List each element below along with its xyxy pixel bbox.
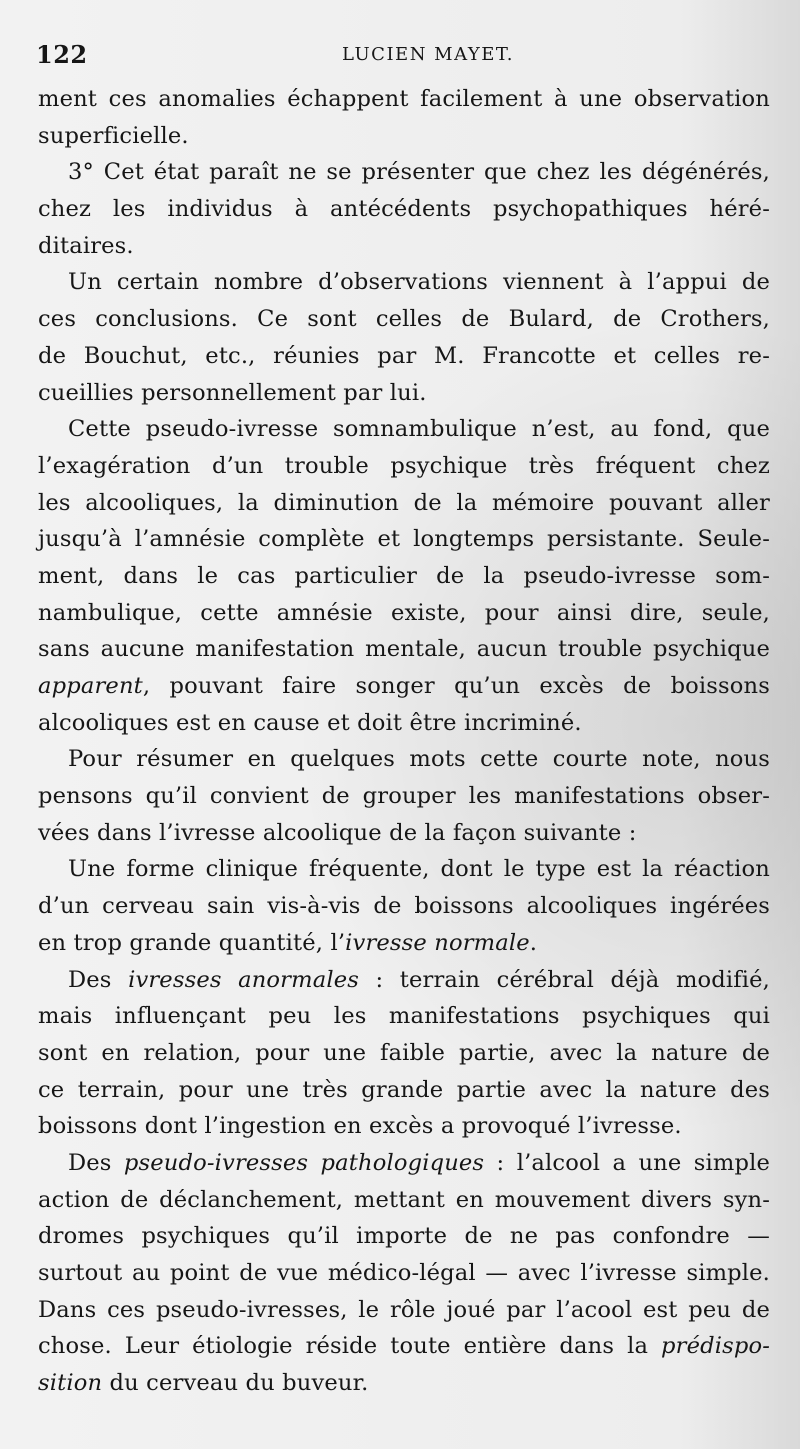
text-line: ces conclusions. Ce sont celles de Bulard, de Crothers, <box>38 306 770 333</box>
text-line: de Bouchut, etc., réunies par M. Francotte et celles re- <box>38 342 770 369</box>
text-line: l’exagération d’un trouble psychique très fréquent chez <box>38 452 770 479</box>
page-header <box>36 40 760 74</box>
text-line: Dans ces pseudo-ivresses, le rôle joué par l’acool est peu de <box>38 1296 770 1323</box>
text-line: sont en relation, pour une faible partie, avec la nature de <box>38 1039 770 1066</box>
text-line: les alcooliques, la diminution de la mémoire pouvant aller <box>38 489 770 516</box>
text-line: sans aucune manifestation mentale, aucun trouble psychique <box>38 636 770 663</box>
running-head: LUCIEN MAYET. <box>342 44 514 65</box>
text-line: vées dans l’ivresse alcoolique de la façon suivante : <box>38 819 637 846</box>
text-line: ce terrain, pour une très grande partie avec la nature des <box>38 1076 770 1103</box>
text-line: nambulique, cette amnésie existe, pour ainsi dire, seule, <box>38 599 770 626</box>
text-line: jusqu’à l’amnésie complète et longtemps persistante. Seule- <box>38 526 770 553</box>
text-line: en trop grande quantité, l’ivresse normale. <box>38 929 538 956</box>
text-line: pensons qu’il convient de grouper les manifestations obser- <box>38 783 770 810</box>
page-number: 122 <box>36 40 88 69</box>
text-line: boissons dont l’ingestion en excès a provoqué l’ivresse. <box>38 1113 682 1140</box>
text-line: ditaires. <box>38 232 134 259</box>
text-line: Des pseudo-ivresses pathologiques : l’alcool a une simple <box>68 1149 770 1176</box>
text-line: mais influençant peu les manifestations psychiques qui <box>38 1003 770 1030</box>
text-line: 3° Cet état paraît ne se présenter que chez les dégénérés, <box>68 159 770 186</box>
text-line: chez les individus à antécédents psychopathiques héré- <box>38 196 770 223</box>
text-line: Cette pseudo-ivresse somnambulique n’est, au fond, que <box>68 416 770 443</box>
text-line: apparent, pouvant faire songer qu’un excès de boissons <box>38 673 770 699</box>
text-line: dromes psychiques qu’il importe de ne pas confondre — <box>38 1223 770 1250</box>
text-line: chose. Leur étiologie réside toute entière dans la prédispo- <box>38 1333 770 1360</box>
text-line: d’un cerveau sain vis-à-vis de boissons alcooliques ingérées <box>38 893 770 920</box>
text-line: alcooliques est en cause et doit être incriminé. <box>38 709 582 736</box>
text-line: ment ces anomalies échappent facilement à une observation <box>38 86 770 112</box>
text-line: Un certain nombre d’observations viennent à l’appui de <box>68 269 770 296</box>
text-line: surtout au point de vue médico-légal — avec l’ivresse simple. <box>38 1260 770 1286</box>
text-line: sition du cerveau du buveur. <box>38 1370 369 1397</box>
text-line: Des ivresses anormales : terrain cérébral déjà modifié, <box>68 966 770 993</box>
text-line: ment, dans le cas particulier de la pseudo-ivresse som- <box>38 562 770 589</box>
text-line: cueillies personnellement par lui. <box>38 379 427 406</box>
text-line: action de déclanchement, mettant en mouvement divers syn- <box>38 1186 770 1213</box>
text-line: Pour résumer en quelques mots cette courte note, nous <box>68 746 770 773</box>
text-line: superficielle. <box>38 122 189 149</box>
body-text <box>38 81 770 1402</box>
text-line: Une forme clinique fréquente, dont le type est la réaction <box>68 856 770 883</box>
